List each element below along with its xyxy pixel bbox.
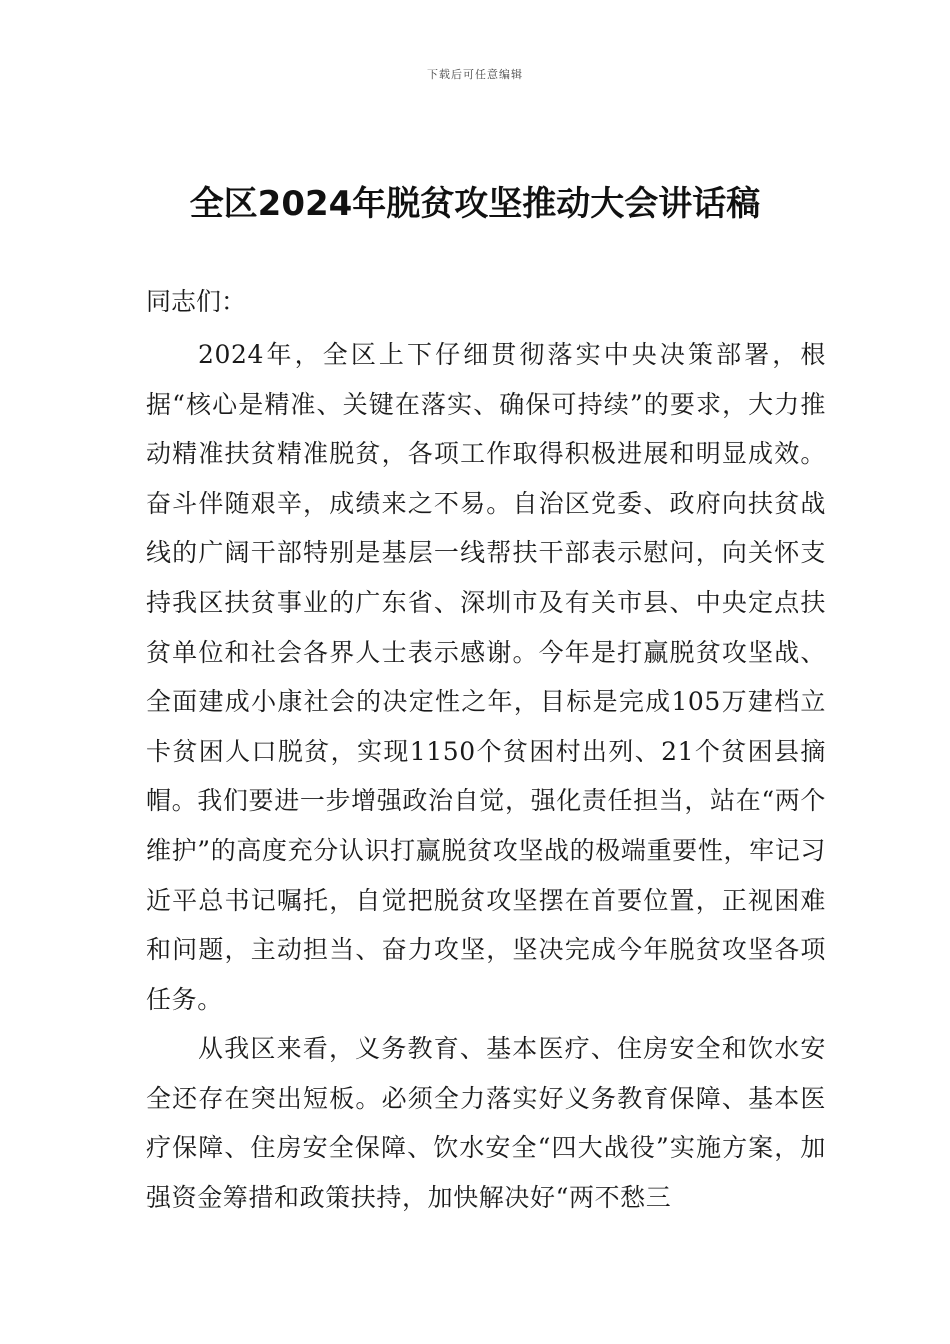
paragraph-text: 从我区来看，义务教育、基本医疗、住房安全和饮水安全还存在突出短板。必须全力落实好义务教育保障、基本医疗保障、住房安全保障、饮水安全“四大战役”实施方案，加强资金筹措和政策扶持，加快解决好“两不愁三 <box>146 1034 826 1212</box>
header-note: 下载后可任意编辑 <box>427 68 523 81</box>
body-paragraph-1 <box>146 330 826 1024</box>
body-paragraph-2 <box>146 1024 826 1222</box>
paragraph-text: 2024年，全区上下仔细贯彻落实中央决策部署，根据“核心是精准、关键在落实、确保可持续”的要求，大力推动精准扶贫精准脱贫，各项工作取得积极进展和明显成效。奋斗伴随艰辛，成绩来之不易。自治区党委、政府向扶贫战线的广阔干部特别是基层一线帮扶干部表示慰问，向关怀支持我区扶贫事业的广东省、深圳市及有关市县、中央定点扶贫单位和社会各界人士表示感谢。今年是打赢脱贫攻坚战、全面建成小康社会的决定性之年，目标是完成105万建档立卡贫困人口脱贫，实现1150个贫困村出列、21个贫困县摘帽。我们要进一步增强政治自觉，强化责任担当，站在“两个维护”的高度充分认识打赢脱贫攻坚战的极端重要性，牢记习近平总书记嘱托，自觉把脱贫攻坚摆在首要位置，正视困难和问题，主动担当、奋力攻坚，坚决完成今年脱贫攻坚各项任务。 <box>146 340 826 1014</box>
page-title: 全区2024年脱贫攻坚推动大会讲话稿 <box>189 184 761 224</box>
salutation: 同志们： <box>146 287 247 316</box>
